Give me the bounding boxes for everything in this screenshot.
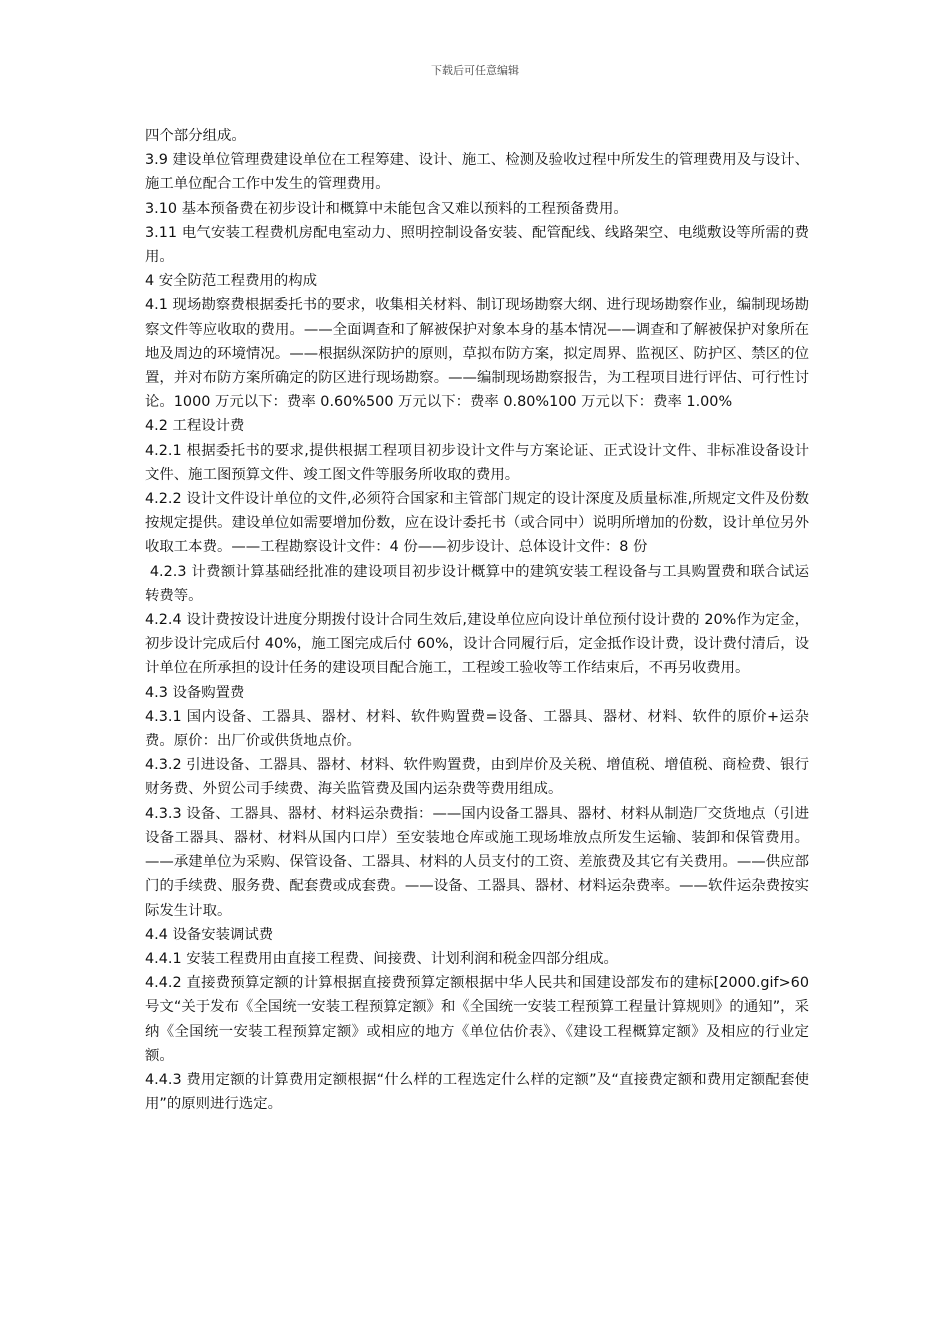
paragraph: 4.2.4 设计费按设计进度分期拨付设计合同生效后,建设单位应向设计单位预付设计费的 20%作为定金，初步设计完成后付 40%，施工图完成后付 60%，设计合同履行后，定金抵作设计费，设计费付清后，设计单位在所承担的设计任务的建设项目配合施工，工程竣工验收等工作结束后，不再另收费用。 xyxy=(145,612,809,677)
section-heading: 4.3 设备购置费 xyxy=(145,684,245,701)
document-body xyxy=(145,124,809,1116)
page-header: 下载后可任意编辑 xyxy=(431,64,519,77)
section-heading: 4.4 设备安装调试费 xyxy=(145,926,274,943)
section-heading: 4 安全防范工程费用的构成 xyxy=(145,273,318,290)
paragraph: 4.3.2 引进设备、工器具、器材、材料、软件购置费，由到岸价及关税、增值税、增值税、商检费、银行财务费、外贸公司手续费、海关监管费及国内运杂费等费用组成。 xyxy=(145,757,809,798)
paragraph: 4.3.1 国内设备、工器具、器材、材料、软件购置费=设备、工器具、器材、材料、软件的原价+运杂费。原价：出厂价或供货地点价。 xyxy=(145,708,809,750)
paragraph: 4.4.1 安装工程费用由直接工程费、间接费、计划利润和税金四部分组成。 xyxy=(145,950,618,967)
paragraph: 4.4.3 费用定额的计算费用定额根据“什么样的工程选定什么样的定额”及“直接费定额和费用定额配套使用”的原则进行选定。 xyxy=(145,1071,809,1113)
paragraph: 4.2.2 设计文件设计单位的文件,必须符合国家和主管部门规定的设计深度及质量标准,所规定文件及份数按规定提供。建设单位如需要增加份数，应在设计委托书（或合同中）说明所增加的份数，设计单位另外收取工本费。——工程勘察设计文件：4 份——初步设计、总体设计文件：8 份 xyxy=(145,491,809,556)
paragraph: 4.3.3 设备、工器具、器材、材料运杂费指：——国内设备工器具、器材、材料从制造厂交货地点（引进设备工器具、器材、材料从国内口岸）至安装地仓库或施工现场堆放点所发生运输、装卸和保管费用。——承建单位为采购、保管设备、工器具、材料的人员支付的工资、差旅费及其它有关费用。——供应部门的手续费、服务费、配套费或成套费。——设备、工器具、器材、材料运杂费率。——软件运杂费按实际发生计取。 xyxy=(145,805,809,919)
paragraph: 4.2.1 根据委托书的要求,提供根据工程项目初步设计文件与方案论证、正式设计文件、非标准设备设计文件、施工图预算文件、竣工图文件等服务所收取的费用。 xyxy=(145,442,809,483)
paragraph: 3.9 建设单位管理费建设单位在工程筹建、设计、施工、检测及验收过程中所发生的管理费用及与设计、施工单位配合工作中发生的管理费用。 xyxy=(145,152,809,193)
paragraph: 4.4.2 直接费预算定额的计算根据直接费预算定额根据中华人民共和国建设部发布的建标[2000.gif>60 号文“关于发布《全国统一安装工程预算定额》和《全国统一安装工程预算工程量计算规则》的通知”，采纳《全国统一安装工程预算定额》或相应的地方《单位估价表》、《建设工程概算定额》及相应的行业定额。 xyxy=(145,975,809,1064)
section-heading: 4.2 工程设计费 xyxy=(145,418,245,435)
paragraph: 3.10 基本预备费在初步设计和概算中未能包含又难以预料的工程预备费用。 xyxy=(145,200,628,217)
paragraph: 四个部分组成。 xyxy=(145,128,246,144)
paragraph: 4.2.3 计费额计算基础经批准的建设项目初步设计概算中的建筑安装工程设备与工具购置费和联合试运转费等。 xyxy=(145,563,809,604)
paragraph: 4.1 现场勘察费根据委托书的要求，收集相关材料、制订现场勘察大纲、进行现场勘察作业，编制现场勘察文件等应收取的费用。——全面调查和了解被保护对象本身的基本情况——调查和了解被保护对象所在地及周边的环境情况。——根据纵深防护的原则，草拟布防方案，拟定周界、监视区、防护区、禁区的位置，并对布防方案所确定的防区进行现场勘察。——编制现场勘察报告，为工程项目进行评估、可行性讨论。1000 万元以下：费率 0.60%500 万元以下：费率 0.80%100 万元以下：费率 1.00% xyxy=(145,297,809,411)
paragraph: 3.11 电气安装工程费机房配电室动力、照明控制设备安装、配管配线、线路架空、电缆敷设等所需的费用。 xyxy=(145,224,809,266)
